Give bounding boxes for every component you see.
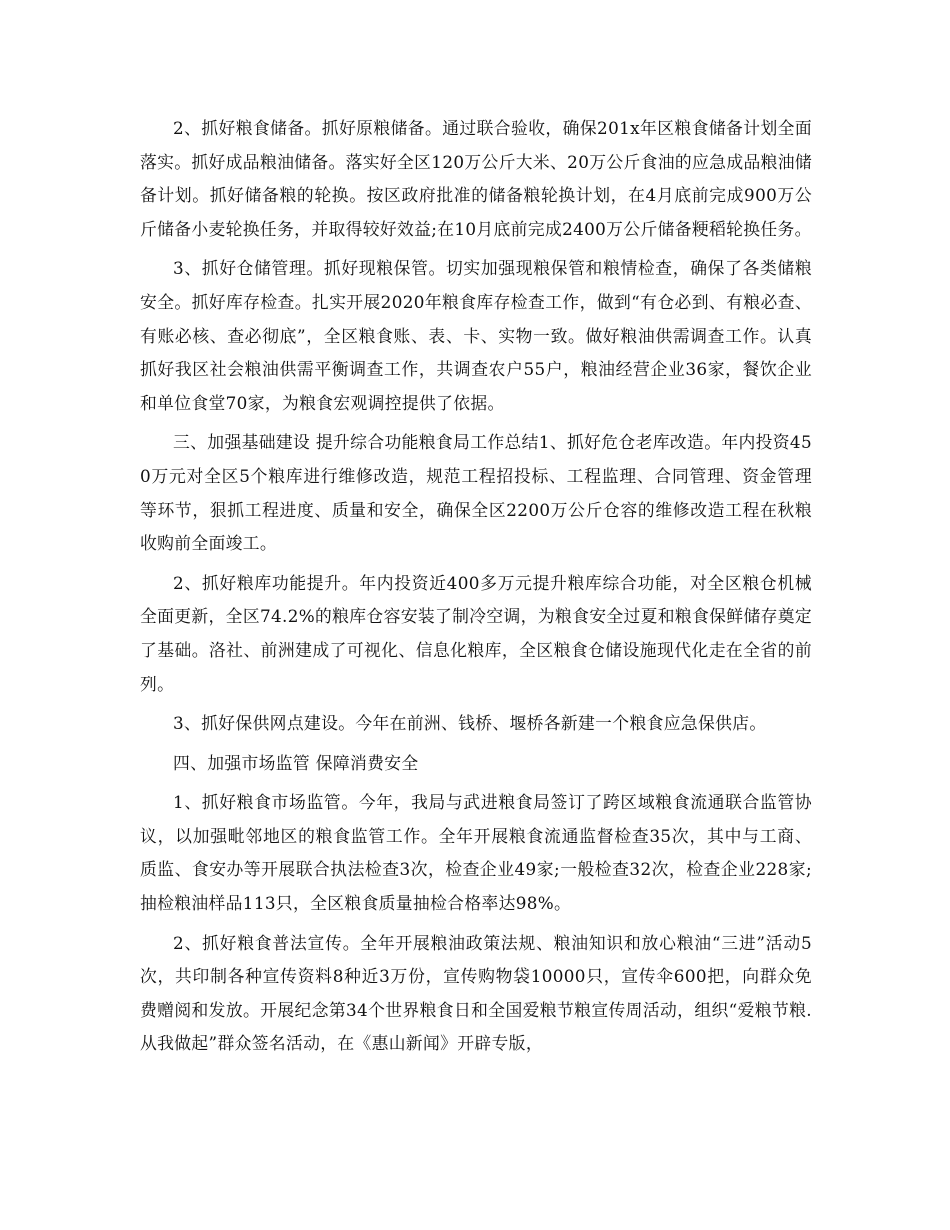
paragraph-supply-outlets: 3、抓好保供网点建设。今年在前洲、钱桥、堰桥各新建一个粮食应急保供店。 [173, 713, 767, 734]
paragraph-grain-reserve: 2、抓好粮食储备。抓好原粮储备。通过联合验收，确保201x年区粮食储备计划全面落实。抓好成品粮油储备。落实好全区120万公斤大米、20万公斤食油的应急成品粮油储备计划。抓好储备粮的轮换。按区政府批准的储备粮轮换计划，在4月底前完成900万公斤储备小麦轮换任务，并取得较好效益;在10月底前完成2400万公斤储备粳稻轮换任务。 [140, 118, 812, 239]
paragraph-infrastructure: 三、加强基础建设 提升综合功能粮食局工作总结1、抓好危仓老库改造。年内投资450万元对全区5个粮库进行维修改造，规范工程招投标、工程监理、合同管理、资金管理等环节，狠抓工程进度、质量和安全，确保全区2200万公斤仓容的维修改造工程在秋粮收购前全面竣工。 [140, 432, 812, 554]
paragraph-granary-upgrade: 2、抓好粮库功能提升。年内投资近400多万元提升粮库综合功能，对全区粮仓机械全面更新，全区74.2%的粮库仓容安装了制冷空调，为粮食安全过夏和粮食保鲜储存奠定了基础。洛社、前洲建成了可视化、信息化粮库，全区粮食仓储设施现代化走在全省的前列。 [140, 572, 812, 694]
paragraph-law-publicity: 2、抓好粮食普法宣传。全年开展粮油政策法规、粮油知识和放心粮油“三进”活动5次，共印制各种宣传资料8种近3万份，宣传购物袋10000只，宣传伞600把，向群众免费赠阅和发放。开展纪念第34个世界粮食日和全国爱粮节粮宣传周活动，组织“爱粮节粮.从我做起”群众签名活动，在《惠山新闻》开辟专版， [140, 932, 812, 1054]
paragraph-market-supervision: 1、抓好粮食市场监管。今年，我局与武进粮食局签订了跨区域粮食流通联合监管协议，以加强毗邻地区的粮食监管工作。全年开展粮食流通监督检查35次，其中与工商、质监、食安办等开展联合执法检查3次，检查企业49家;一般检查32次，检查企业228家;抽检粮油样品113只，全区粮食质量抽检合格率达98%。 [140, 792, 812, 914]
document-body [140, 112, 812, 1067]
paragraph-storage-management: 3、抓好仓储管理。抓好现粮保管。切实加强现粮保管和粮情检查，确保了各类储粮安全。抓好库存检查。扎实开展2020年粮食库存检查工作，做到“有仓必到、有粮必查、有账必核、查必彻底”，全区粮食账、表、卡、实物一致。做好粮油供需调查工作。认真抓好我区社会粮油供需平衡调查工作，共调查农户55户，粮油经营企业36家，餐饮企业和单位食堂70家，为粮食宏观调控提供了依据。 [140, 258, 812, 413]
section-heading-market-supervision: 四、加强市场监管 保障消费安全 [173, 752, 419, 773]
